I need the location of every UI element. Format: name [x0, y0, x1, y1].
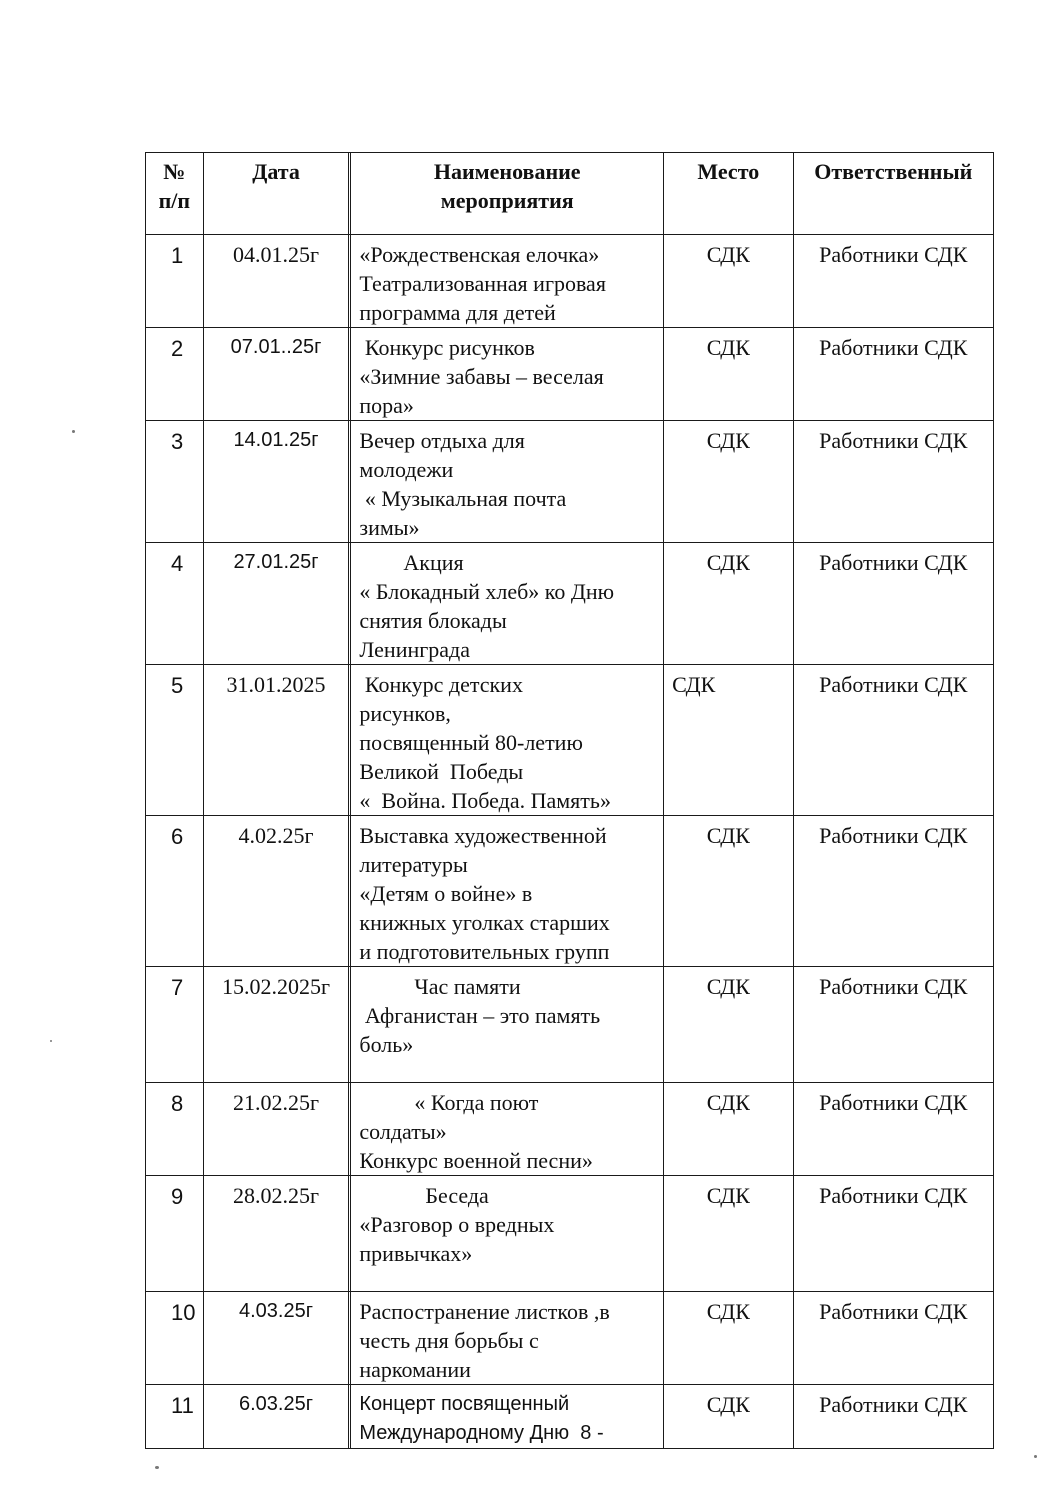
row-title — [351, 421, 664, 543]
title-line: Концерт посвященный — [359, 1393, 570, 1415]
row-place: СДК — [664, 816, 794, 967]
row-responsible: Работники СДК — [793, 816, 993, 967]
row-responsible: Работники СДК — [793, 1083, 993, 1176]
table-header-row — [146, 153, 994, 235]
title-line: книжных уголках старших — [359, 910, 610, 935]
table-row — [146, 328, 994, 421]
row-place: СДК — [664, 1385, 794, 1449]
row-date: 28.02.25г — [203, 1176, 349, 1292]
title-line: Вечер отдыха для — [359, 428, 525, 453]
row-number: 6 — [146, 816, 204, 967]
title-line: Международному Дню 8 - — [359, 1422, 604, 1444]
row-responsible: Работники СДК — [793, 421, 993, 543]
row-number: 2 — [146, 328, 204, 421]
title-line: Беседа — [359, 1183, 489, 1208]
title-line: «Детям о войне» в — [359, 881, 533, 906]
row-date: 14.01.25г — [203, 421, 349, 543]
row-title — [351, 543, 664, 665]
title-line: «Разговор о вредных — [359, 1212, 555, 1237]
title-line: Афганистан – это память — [359, 1003, 601, 1028]
row-date: 07.01..25г — [203, 328, 349, 421]
row-date: 15.02.2025г — [203, 967, 349, 1083]
row-title — [351, 665, 664, 816]
row-place: СДК — [664, 665, 794, 816]
title-line: посвященный 80-летию — [359, 730, 583, 755]
title-line: Выставка художественной — [359, 823, 607, 848]
row-date: 4.03.25г — [203, 1292, 349, 1385]
row-place: СДК — [664, 1083, 794, 1176]
title-line: и подготовительных групп — [359, 939, 610, 964]
table-body — [146, 235, 994, 1449]
row-number: 11 — [146, 1385, 204, 1449]
row-title — [351, 235, 664, 328]
row-title — [351, 967, 664, 1083]
row-date: 4.02.25г — [203, 816, 349, 967]
title-line: рисунков, — [359, 701, 451, 726]
scan-speck — [72, 430, 75, 433]
header-date: Дата — [203, 153, 349, 235]
row-number: 8 — [146, 1083, 204, 1176]
row-date: 04.01.25г — [203, 235, 349, 328]
title-line: Акция — [359, 550, 464, 575]
title-line: снятия блокады — [359, 608, 507, 633]
row-number: 4 — [146, 543, 204, 665]
title-line: боль» — [359, 1032, 414, 1057]
title-line: «Зимние забавы – веселая — [359, 364, 604, 389]
row-date: 6.03.25г — [203, 1385, 349, 1449]
row-date: 21.02.25г — [203, 1083, 349, 1176]
table-row — [146, 421, 994, 543]
title-line: честь дня борьбы с — [359, 1328, 539, 1353]
title-line: программа для детей — [359, 300, 556, 325]
scan-speck — [155, 1466, 159, 1469]
row-title — [351, 1292, 664, 1385]
title-line: « Блокадный хлеб» ко Дню — [359, 579, 615, 604]
title-line: «Рождественская елочка» — [359, 242, 600, 267]
row-number: 10 — [146, 1292, 204, 1385]
title-line: привычках» — [359, 1241, 473, 1266]
table-row — [146, 816, 994, 967]
row-date: 31.01.2025 — [203, 665, 349, 816]
title-line: « Музыкальная почта — [359, 486, 567, 511]
table-row — [146, 967, 994, 1083]
row-place: СДК — [664, 328, 794, 421]
title-line: солдаты» — [359, 1119, 447, 1144]
title-line: Распостранение листков ,в — [359, 1299, 610, 1324]
title-line: Конкурс рисунков — [359, 335, 535, 360]
row-place: СДК — [664, 235, 794, 328]
row-responsible: Работники СДК — [793, 967, 993, 1083]
row-responsible: Работники СДК — [793, 1385, 993, 1449]
scan-speck — [50, 1040, 52, 1042]
title-line: Театрализованная игровая — [359, 271, 606, 296]
row-title — [351, 1083, 664, 1176]
row-responsible: Работники СДК — [793, 328, 993, 421]
table-row — [146, 1385, 994, 1449]
row-number: 7 — [146, 967, 204, 1083]
row-place: СДК — [664, 1292, 794, 1385]
table-row — [146, 543, 994, 665]
row-title — [351, 1176, 664, 1292]
row-number: 9 — [146, 1176, 204, 1292]
title-line: Великой Победы — [359, 759, 524, 784]
events-table — [145, 152, 994, 1449]
table-row — [146, 1292, 994, 1385]
row-place: СДК — [664, 543, 794, 665]
row-title — [351, 328, 664, 421]
row-place: СДК — [664, 967, 794, 1083]
title-line: молодежи — [359, 457, 454, 482]
title-line: зимы» — [359, 515, 420, 540]
scan-speck — [1034, 1455, 1037, 1458]
table-row — [146, 235, 994, 328]
row-responsible: Работники СДК — [793, 235, 993, 328]
header-num: № п/п — [146, 153, 204, 235]
table-row — [146, 665, 994, 816]
row-responsible: Работники СДК — [793, 665, 993, 816]
row-title — [351, 1385, 664, 1449]
row-number: 5 — [146, 665, 204, 816]
row-number: 1 — [146, 235, 204, 328]
header-place: Место — [664, 153, 794, 235]
title-line: наркомании — [359, 1357, 471, 1382]
title-line: « Война. Победа. Память» — [359, 788, 611, 813]
title-line: Ленинграда — [359, 637, 470, 662]
title-line: литературы — [359, 852, 468, 877]
table-row — [146, 1083, 994, 1176]
row-number: 3 — [146, 421, 204, 543]
row-date: 27.01.25г — [203, 543, 349, 665]
table-row — [146, 1176, 994, 1292]
title-line: Конкурс детских — [359, 672, 523, 697]
row-responsible: Работники СДК — [793, 543, 993, 665]
row-place: СДК — [664, 1176, 794, 1292]
title-line: « Когда поют — [359, 1090, 539, 1115]
title-line: Конкурс военной песни» — [359, 1148, 593, 1173]
header-title: Наименование мероприятия — [351, 153, 664, 235]
header-responsible: Ответственный — [793, 153, 993, 235]
row-title — [351, 816, 664, 967]
row-responsible: Работники СДК — [793, 1176, 993, 1292]
title-line: пора» — [359, 393, 414, 418]
row-place: СДК — [664, 421, 794, 543]
row-responsible: Работники СДК — [793, 1292, 993, 1385]
title-line: Час памяти — [359, 974, 521, 999]
